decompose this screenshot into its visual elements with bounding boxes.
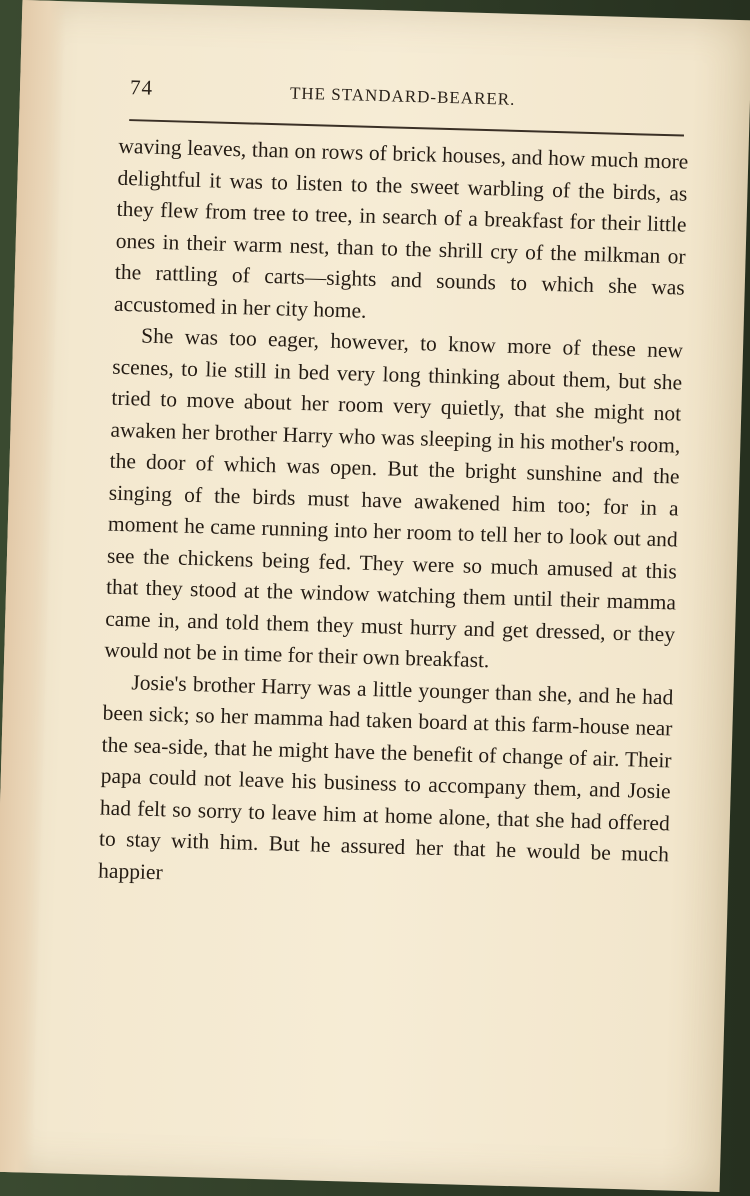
running-title: THE STANDARD-BEARER. [289, 83, 516, 109]
paragraph: Josie's brother Harry was a little younger than she, and he had been sick; so her mamma had taken board at this farm-house near the sea-side, that he might have the benefit of change of air. Their papa could not leave his business to accompany them, and Josie had felt so sorry to leave him at home alone, that she had offered to stay with him. But he assured her that he would be much happier [97, 669, 674, 884]
paragraph: She was too eager, however, to know more of these new scenes, to lie still in bed very long thinking about them, but she tried to move about her room very quietly, that she might not awaken her brother Harry who was sleeping in his mother's room, the door of which was open. But the bright sunshine and the singing of the birds must have awakened him too; for in a moment he came running into her room to tell her to look out and see the chickens being fed. They were so much amused at this that they stood at the window watching them until their mamma came in, and told them they must hurry and get dressed, or they would not be in time for their own breakfast. [104, 323, 684, 673]
page-header [129, 75, 680, 126]
body-text [98, 131, 689, 903]
page-number: 74 [129, 75, 154, 100]
paragraph-continuation: waving leaves, than on rows of brick houses, and how much more delightful it was to listen to the sweet warbling of the birds, as they flew from tree to tree, in search of a breakfast for their little ones in their warm nest, than to the shrill cry of the milkman or the rattling of carts—sights and sounds to which she was accustomed in her city home. [113, 133, 689, 323]
